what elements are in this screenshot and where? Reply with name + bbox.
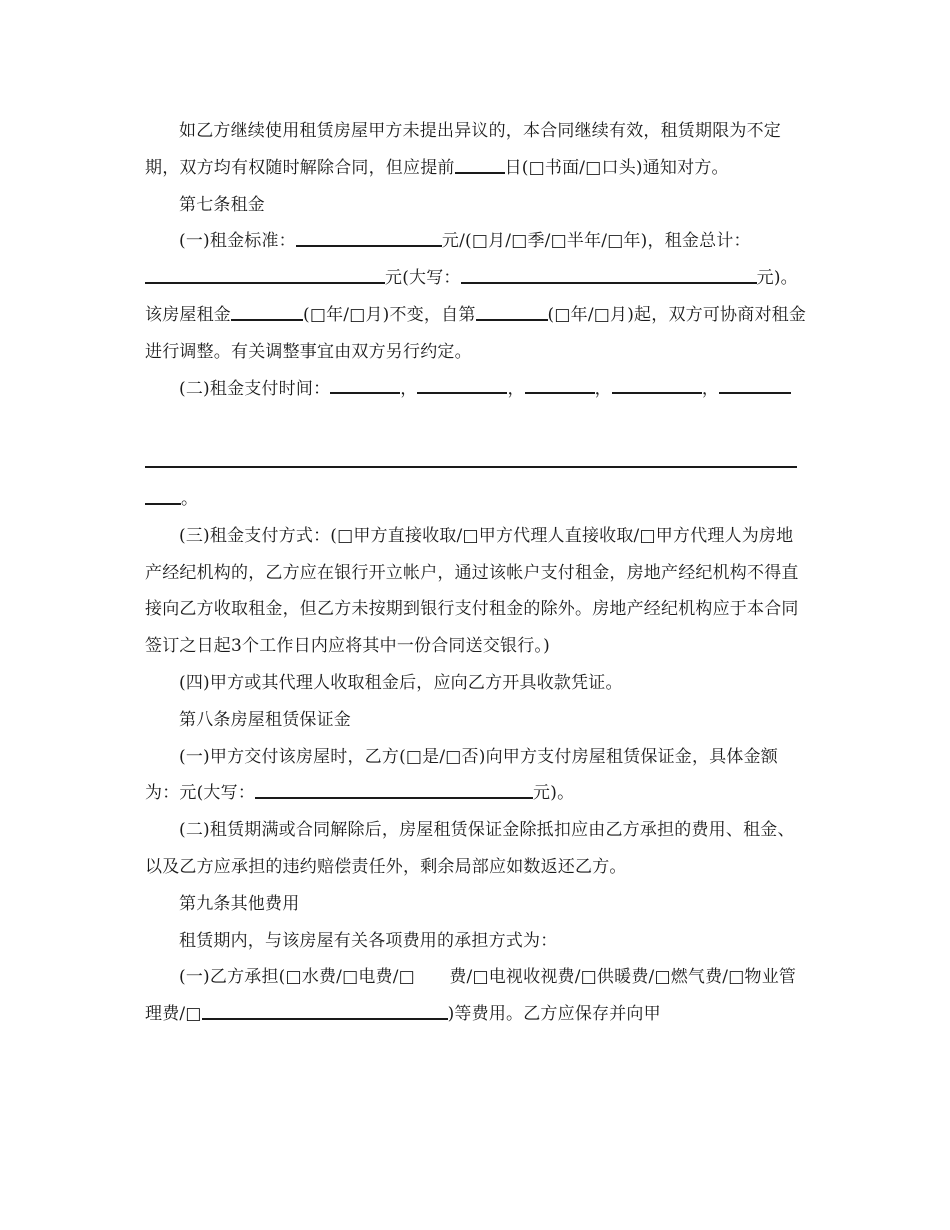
text-segment: 元(大写： [385,268,461,289]
text-segment: 。 [181,488,199,509]
fill-blank-payment-time-2[interactable] [417,377,507,394]
fill-blank-rent-standard[interactable] [296,230,442,247]
text-segment: ， [594,378,612,399]
text-segment: 日(□书面/□口头)通知对方。 [504,157,729,178]
text-segment: (一)租金标准： [179,231,296,252]
paragraph-rent-standard [145,223,810,370]
contract-text [145,113,810,1033]
text-segment: (□年/□月)起，双方可协商对租金进行调整。有关调整事宜由双方另行约定。 [145,304,807,362]
text-segment: ， [507,378,525,399]
fill-blank-payment-time-1[interactable] [330,377,400,394]
paragraph-other-fees: 租赁期内，与该房屋有关各项费用的承担方式为： [179,930,558,951]
paragraph-tenant-fees [145,959,810,1033]
fill-blank-rent-total-words[interactable] [461,267,757,284]
fill-blank-other-fees[interactable] [202,1003,448,1020]
paragraph-payment-method: (三)租金支付方式：(□甲方直接收取/□甲方代理人直接收取/□甲方代理人为房地产经纪机构的，乙方应在银行开立帐户，通过该帐户支付租金，房地产经纪机构不得直接向乙方收取租金，但乙方未按期到银行支付租金的除外。房地产经纪机构应于本合同签订之日起3个工作日内应将其中一份合同送交银行。) [145,525,799,657]
text-segment: ， [400,378,418,399]
paragraph-payment-time [145,371,810,408]
paragraph-deposit [145,739,810,813]
fill-blank-rent-adjust-period[interactable] [476,304,548,321]
article-7-heading: 第七条租金 [179,194,265,215]
text-segment: 如乙方继续使用租赁房屋甲方未提出异议的，本合同继续有效，租赁期限为不定期，双方均有权随时解除合同，但应提前 [145,121,781,178]
paragraph-receipt: (四)甲方或其代理人收取租金后，应向乙方开具收款凭证。 [179,672,623,693]
paragraph-renewal [145,113,810,187]
fill-blank-payment-time-5[interactable] [719,377,791,394]
blank-line [145,407,810,444]
text-segment: (一)甲方交付该房屋时，乙方(□是/□否)向甲方支付房屋租赁保证金，具体金额为：元(大写： [145,746,778,804]
text-segment: (□年/□月)不变，自第 [303,304,476,325]
text-segment: (二)租金支付时间： [179,378,331,399]
fill-blank-payment-time-line-end[interactable] [145,488,181,505]
text-segment: )等费用。乙方应保存并向甲 [447,1004,661,1025]
article-8-heading: 第八条房屋租赁保证金 [179,709,351,730]
fill-blank-days[interactable] [455,156,505,173]
fill-blank-payment-time-4[interactable] [612,377,702,394]
fill-blank-rent-fixed-period[interactable] [231,304,303,321]
text-segment: (一)乙方承担(□水费/□电费/□ 费/□电视收视费/□供暖费/□燃气费/□物业管理费/□ [145,967,797,1025]
text-segment: 元/(□月/□季/□半年/□年)，租金总计： [441,231,751,252]
text-segment: ， [701,378,720,399]
paragraph-deposit-return: (二)租赁期满或合同解除后，房屋租赁保证金除抵扣应由乙方承担的费用、租金、以及乙方应承担的违约赔偿责任外，剩余局部应如数返还乙方。 [145,820,795,877]
fill-blank-deposit-words[interactable] [255,782,533,799]
paragraph-payment-time-continued [145,444,810,518]
text-segment: 元)。 [533,783,575,804]
text-segment: 元)。该房屋租金 [145,268,798,325]
article-9-heading: 第九条其他费用 [179,893,300,914]
fill-blank-payment-time-3[interactable] [525,377,595,394]
fill-blank-rent-total[interactable] [145,267,385,284]
fill-blank-payment-time-line[interactable] [145,451,797,468]
